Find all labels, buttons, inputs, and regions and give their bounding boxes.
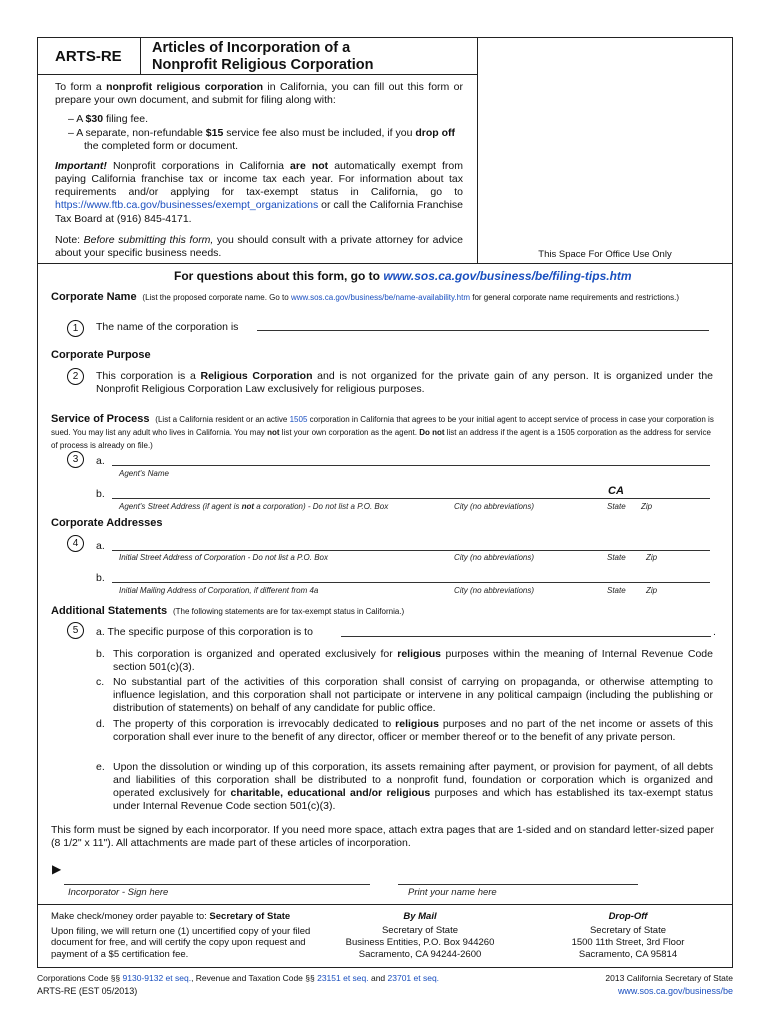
payable-to: Make check/money order payable to: Secretary of State [51, 911, 291, 922]
intro-paragraph: To form a nonprofit religious corporation in California, you can fill out this form or prepare your own document, and submit for filing along with: [55, 81, 463, 107]
statement-d: The property of this corporation is irrevocably dedicated to religious purposes and no part of the net income or assets of this corporation shall ever inure to the benefit of any director, officer or member thereof or to the benefit of any private person. [113, 718, 714, 744]
mailing-zip-caption: Zip [646, 586, 658, 595]
additional-statements-heading: Additional Statements (The following statements are for tax-exempt status in California.) [51, 605, 405, 617]
incorporator-signature-field[interactable] [64, 884, 370, 885]
service-of-process-section: Service of Process (List a California resident or an active 1505 corporation in California that agrees to be your initial agent to accept service of process in case your corporation is sued. You may list any adult who lives in California. You may not list your own corporation as the agent. Do not list an address if the agent is a 1505 corporation as the address for service of process is already on file.) [51, 413, 714, 450]
signature-caption: Incorporator - Sign here [68, 887, 169, 898]
form-identifier: ARTS-RE (EST 05/2013) [37, 986, 138, 996]
statement-e: Upon the dissolution or winding up of this corporation, its assets remaining after payment, or provision for payment, of all debts and liabilities of this corporation shall be distributed to a nonprofit fund, foundation or corporation which is organized and operated exclusively for charitable, educational and/or religious purposes and which has established its tax-exempt status under Internal Revenue Code section 501(c)(3). [113, 761, 713, 813]
drop-address-2: 1500 11th Street, 3rd Floor [571, 937, 685, 948]
corporate-addresses-heading: Corporate Addresses [51, 517, 163, 529]
street-city-caption: City (no abbreviations) [454, 553, 535, 562]
agent-city-caption: City (no abbreviations) [454, 502, 535, 511]
form-title-line1: Articles of Incorporation of a [152, 40, 351, 56]
specific-purpose-end: . [713, 626, 716, 638]
street-zip-caption: Zip [646, 553, 658, 562]
specific-purpose-label: a. The specific purpose of this corporation is to [96, 626, 313, 638]
specific-purpose-field[interactable] [341, 636, 711, 637]
form-title-line2: Nonprofit Religious Corporation [152, 57, 374, 73]
statement-d-label: d. [96, 718, 105, 730]
item-3-marker: 3 [67, 451, 84, 468]
corp-code-link[interactable]: 9130-9132 et seq. [122, 973, 192, 983]
corporate-purpose-text: This corporation is a Religious Corporation and is not organized for the private gain of any person. It is organized under the Nonprofit Religious Corporation Law exclusively for religious purposes. [96, 370, 713, 396]
agent-state-caption: State [607, 502, 626, 511]
agent-a-label: a. [96, 455, 105, 467]
corporate-purpose-heading: Corporate Purpose [51, 349, 151, 361]
mail-address-3: Sacramento, CA 94244-2600 [358, 949, 482, 960]
agent-name-field[interactable] [112, 465, 710, 466]
agent-name-caption: Agent's Name [119, 469, 169, 478]
rtc-23151-link[interactable]: 23151 et seq. [317, 973, 369, 983]
mailing-address-field[interactable] [112, 582, 710, 583]
statement-e-label: e. [96, 761, 105, 773]
agent-address-field[interactable] [112, 498, 710, 499]
agent-address-caption: Agent's Street Address (if agent is not a corporation) - Do not list a P.O. Box [119, 502, 389, 511]
item-4-marker: 4 [67, 535, 84, 552]
mailing-city-caption: City (no abbreviations) [454, 586, 535, 595]
item-1-marker: 1 [67, 320, 84, 337]
agent-zip-caption: Zip [641, 502, 653, 511]
signing-instructions: This form must be signed by each incorporator. If you need more space, attach extra pages that are 1-sided and on standard letter-sized paper (8 1/2" x 11"). All attachments are made part of these articles of incorporation. [51, 824, 714, 850]
street-address-caption: Initial Street Address of Corporation - Do not list a P.O. Box [119, 553, 328, 562]
by-mail-heading: By Mail [403, 911, 437, 922]
corporation-name-field[interactable] [257, 330, 709, 331]
form-code: ARTS-RE [55, 48, 122, 65]
ftb-link[interactable]: https://www.ftb.ca.gov/businesses/exempt_organizations [55, 199, 319, 212]
statement-b-label: b. [96, 648, 105, 660]
statement-b: This corporation is organized and operated exclusively for religious purposes within the meaning of Internal Revenue Code section 501(c)(3). [113, 648, 713, 674]
agent-state-value: CA [608, 485, 624, 497]
office-use-label: This Space For Office Use Only [538, 249, 672, 260]
statement-c-label: c. [96, 676, 105, 688]
drop-off-heading: Drop-Off [608, 911, 648, 922]
mailing-address-caption: Initial Mailing Address of Corporation, if different from 4a [119, 586, 319, 595]
office-use-box [477, 37, 733, 264]
statement-c: No substantial part of the activities of this corporation shall consist of carrying on propaganda, or otherwise attempting to influence legislation, and this corporation shall not participate or intervene in any political campaign (including the publishing or distribution of statements) on behalf of any candidate for public office. [113, 676, 713, 715]
mail-address-2: Business Entities, P.O. Box 944260 [345, 937, 495, 948]
item-2-marker: 2 [67, 368, 84, 385]
address-b-label: b. [96, 572, 105, 584]
drop-address-3: Sacramento, CA 95814 [578, 949, 678, 960]
mailing-state-caption: State [607, 586, 626, 595]
filing-tips-link[interactable]: www.sos.ca.gov/business/be/filing-tips.htm [383, 269, 632, 283]
important-notice: Important! Nonprofit corporations in California are not automatically exempt from paying California franchise tax or income tax each year. For information about tax requirements and/or applying for tax-exempt status in California, go to https://www.ftb.ca.gov/businesses/exempt_organizations or call the California Franchise Tax Board at (916) 845-4171. [55, 160, 463, 225]
name-availability-link[interactable]: www.sos.ca.gov/business/be/name-availability.htm [290, 293, 470, 302]
corporation-name-label: The name of the corporation is [96, 321, 239, 333]
print-name-caption: Print your name here [408, 887, 497, 898]
intro-bullet-1: – A $30 filing fee. [68, 113, 149, 125]
item-5-marker: 5 [67, 622, 84, 639]
1505-link[interactable]: 1505 [289, 415, 308, 424]
mail-address-1: Secretary of State [381, 925, 459, 936]
intro-bullet-2: – A separate, non-refundable $15 service fee also must be included, if you drop off the completed form or document. [68, 127, 455, 153]
drop-address-1: Secretary of State [589, 925, 667, 936]
street-state-caption: State [607, 553, 626, 562]
note-paragraph: Note: Before submitting this form, you should consult with a private attorney for advice about your specific business needs. [55, 234, 464, 260]
rtc-23701-link[interactable]: 23701 et seq. [387, 973, 440, 983]
copyright: 2013 California Secretary of State [605, 973, 733, 983]
corporate-name-section: Corporate Name (List the proposed corporate name. Go to www.sos.ca.gov/business/be/name-availability.htm for general corporate name requirements and restrictions.) [51, 291, 679, 303]
street-address-field[interactable] [112, 550, 710, 551]
statute-references: Corporations Code §§ 9130-9132 et seq., Revenue and Taxation Code §§ 23151 et seq. and 23701 et seq. [37, 973, 440, 983]
address-a-label: a. [96, 540, 105, 552]
questions-line: For questions about this form, go to www.sos.ca.gov/business/be/filing-tips.htm [174, 269, 632, 283]
return-copy-text: Upon filing, we will return one (1) uncertified copy of your filed document for free, and will certify the copy upon request and payment of a $5 certification fee. [51, 926, 311, 960]
agent-b-label: b. [96, 488, 105, 500]
sos-website-link[interactable]: www.sos.ca.gov/business/be [617, 986, 733, 996]
print-name-field[interactable] [398, 884, 638, 885]
sign-here-arrow-icon: ▶ [52, 862, 62, 876]
